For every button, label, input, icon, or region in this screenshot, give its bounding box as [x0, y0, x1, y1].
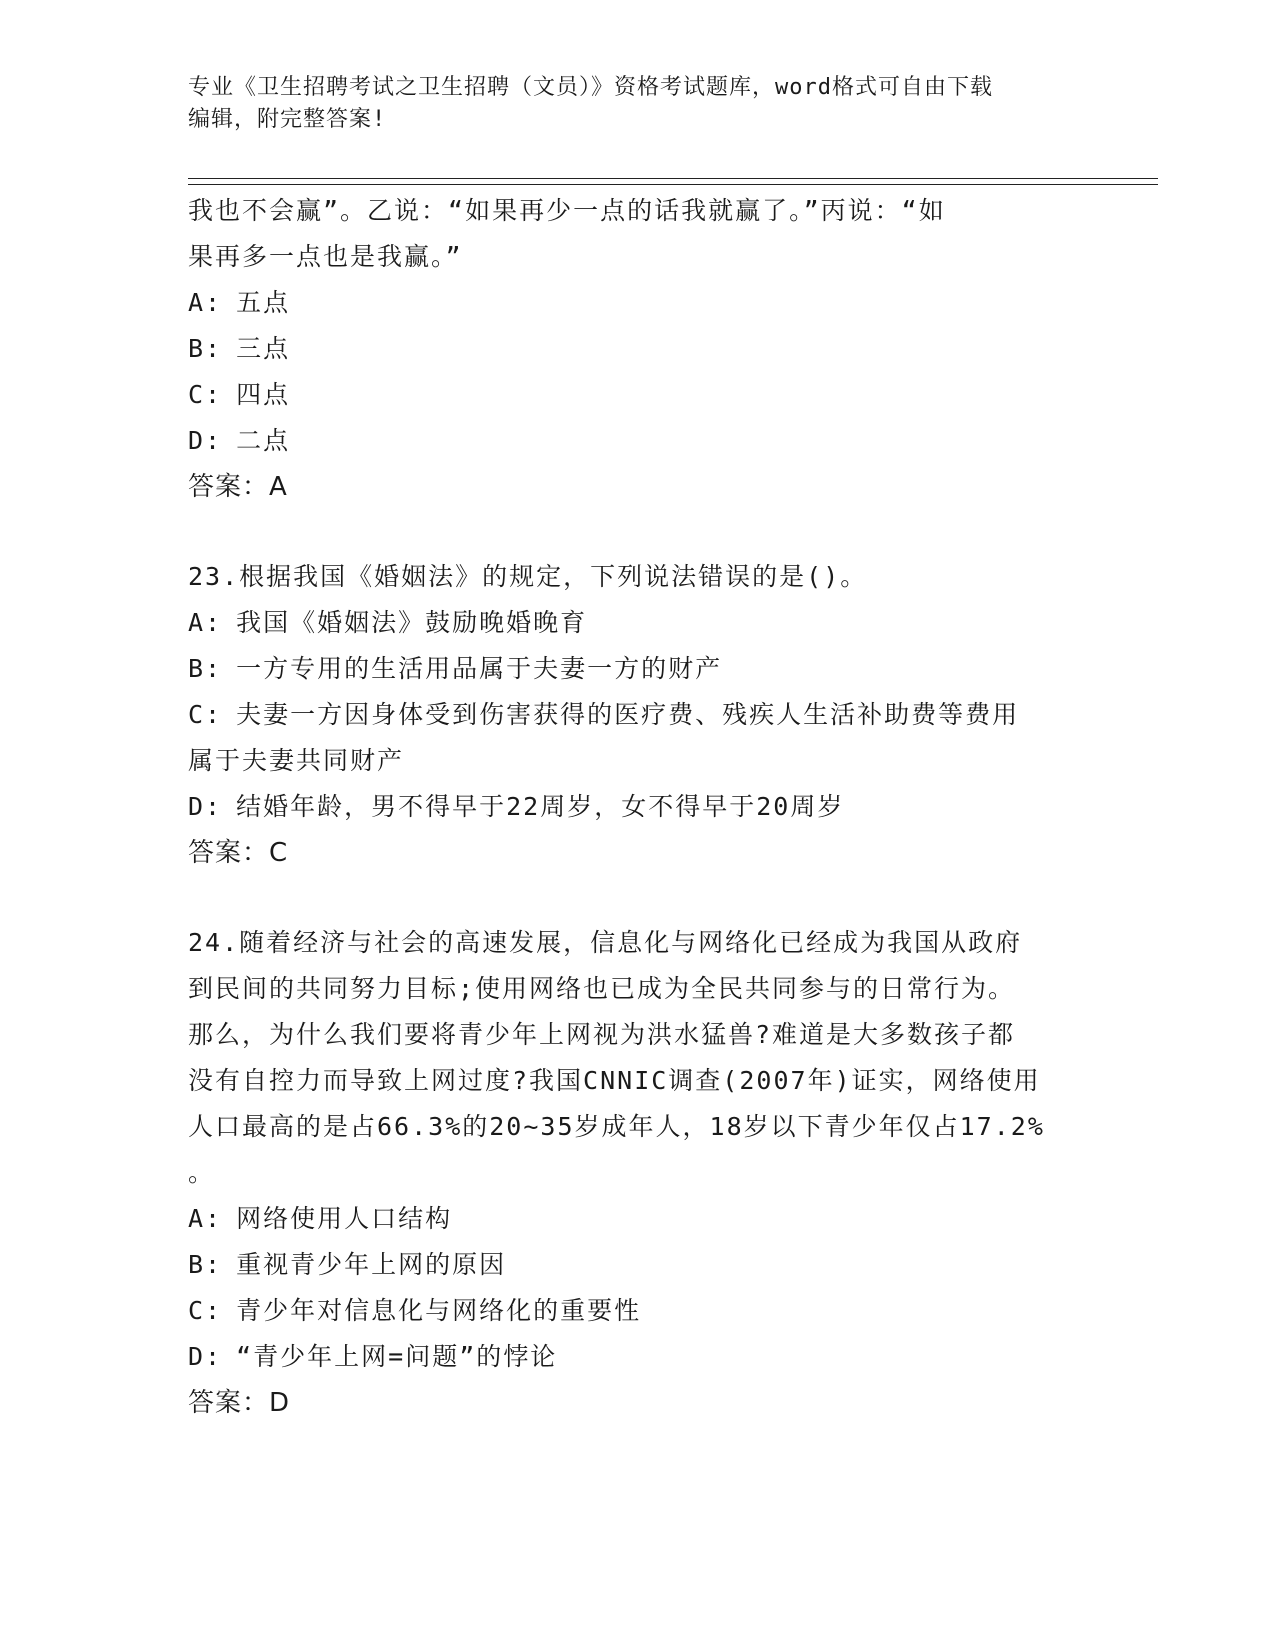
question-stem-line: 人口最高的是占66.3%的20~35岁成年人，18岁以下青少年仅占17.2% — [188, 1112, 1045, 1141]
option-d — [188, 784, 1088, 830]
option-letter: D: — [188, 426, 223, 455]
option-letter: C: — [188, 700, 223, 729]
header-rule-bottom — [188, 184, 1158, 185]
answer-line: 答案：A — [188, 472, 288, 502]
option-d — [188, 1334, 1088, 1380]
option-a — [188, 280, 1088, 326]
option-letter: D: — [188, 792, 223, 821]
page-header — [188, 72, 1078, 136]
option-letter: B: — [188, 334, 223, 363]
header-rule-top — [188, 178, 1158, 179]
question-stem-line: 果再多一点也是我赢。” — [188, 242, 463, 271]
option-c-continuation: 属于夫妻共同财产 — [188, 746, 405, 775]
option-letter: D: — [188, 1342, 223, 1371]
option-text: “青少年上网=问题”的悖论 — [236, 1342, 558, 1371]
question-stem-line: 没有自控力而导致上网过度?我国CNNIC调查(2007年)证实，网络使用 — [188, 1066, 1041, 1095]
option-text: 四点 — [236, 380, 291, 409]
option-letter: C: — [188, 380, 223, 409]
question-spacer — [188, 510, 1088, 554]
question-stem-line: 我也不会赢”。乙说：“如果再少一点的话我就赢了。”丙说：“如 — [188, 196, 946, 225]
option-d — [188, 418, 1088, 464]
option-letter: C: — [188, 1296, 223, 1325]
option-letter: B: — [188, 1250, 223, 1279]
option-c — [188, 1288, 1088, 1334]
option-text: 五点 — [236, 288, 291, 317]
option-a — [188, 1196, 1088, 1242]
option-text: 夫妻一方因身体受到伤害获得的医疗费、残疾人生活补助费等费用 — [236, 700, 1020, 729]
option-letter: A: — [188, 1204, 223, 1233]
question-stem-line: 24.随着经济与社会的高速发展，信息化与网络化已经成为我国从政府 — [188, 928, 1023, 957]
question-24 — [188, 920, 1088, 1426]
question-23 — [188, 554, 1088, 876]
option-text: 网络使用人口结构 — [236, 1204, 453, 1233]
header-line-1: 专业《卫生招聘考试之卫生招聘（文员）》资格考试题库，word格式可自由下载 — [188, 75, 993, 100]
question-stem-line: 23.根据我国《婚姻法》的规定，下列说法错误的是()。 — [188, 562, 868, 591]
question-spacer — [188, 876, 1088, 920]
question-stem-line: 到民间的共同努力目标;使用网络也已成为全民共同参与的日常行为。 — [188, 974, 1016, 1003]
option-text: 一方专用的生活用品属于夫妻一方的财产 — [236, 654, 723, 683]
option-c — [188, 692, 1088, 738]
option-b — [188, 1242, 1088, 1288]
option-text: 我国《婚姻法》鼓励晚婚晚育 — [236, 608, 588, 637]
question-stem-line: 。 — [188, 1158, 216, 1187]
document-body — [188, 188, 1088, 1426]
header-line-2: 编辑，附完整答案! — [188, 107, 387, 132]
option-c — [188, 372, 1088, 418]
option-b — [188, 326, 1088, 372]
option-text: 青少年对信息化与网络化的重要性 — [236, 1296, 642, 1325]
question-22 — [188, 188, 1088, 510]
question-stem-line: 那么，为什么我们要将青少年上网视为洪水猛兽?难道是大多数孩子都 — [188, 1020, 1016, 1049]
option-text: 结婚年龄，男不得早于22周岁，女不得早于20周岁 — [236, 792, 845, 821]
option-letter: B: — [188, 654, 223, 683]
option-text: 三点 — [236, 334, 291, 363]
option-b — [188, 646, 1088, 692]
option-text: 二点 — [236, 426, 291, 455]
answer-line: 答案：C — [188, 838, 289, 868]
option-text: 重视青少年上网的原因 — [236, 1250, 507, 1279]
answer-line: 答案：D — [188, 1388, 291, 1418]
option-letter: A: — [188, 288, 223, 317]
option-a — [188, 600, 1088, 646]
option-letter: A: — [188, 608, 223, 637]
